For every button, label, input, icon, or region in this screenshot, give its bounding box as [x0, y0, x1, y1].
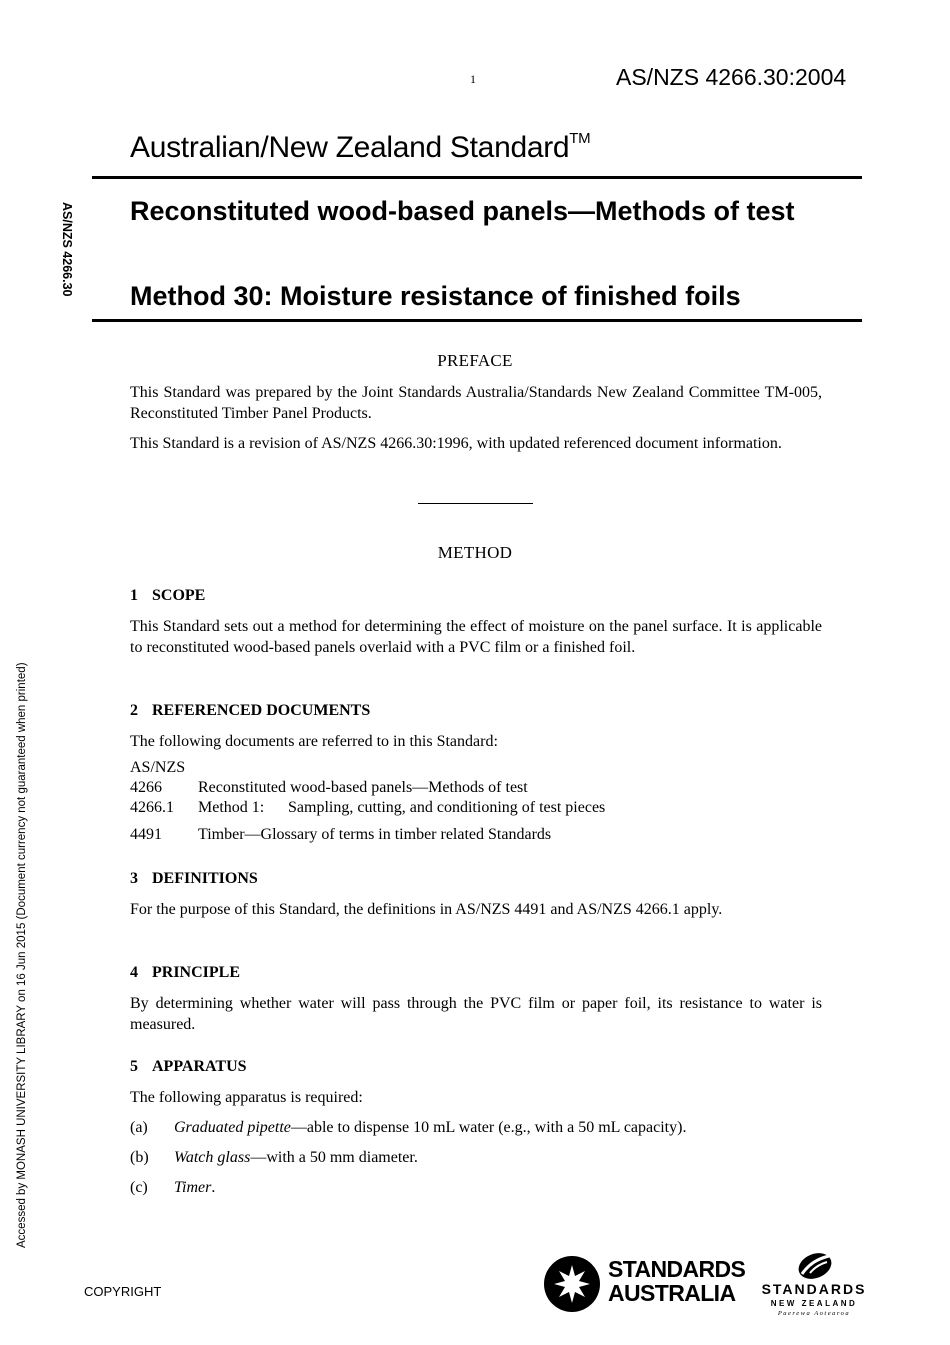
apparatus-intro: The following apparatus is required: [130, 1089, 363, 1106]
principle-text: By determining whether water will pass through the PVC film or paper foil, its resistance to water is measured. [130, 995, 822, 1033]
section-title: DEFINITIONS [152, 870, 258, 887]
section-number: 5 [130, 1058, 138, 1075]
scope-heading [130, 587, 205, 605]
sa-wordmark-line-1: STANDARDS [608, 1256, 746, 1282]
preface-paragraph-2: This Standard is a revision of AS/NZS 4266.30:1996, with updated referenced document information. [130, 435, 782, 452]
refdocs-prefix: AS/NZS [130, 759, 186, 776]
series-title-text: Australian/New Zealand Standard [130, 131, 570, 164]
copyright-notice: COPYRIGHT [84, 1284, 162, 1299]
scope-text: This Standard sets out a method for determining the effect of moisture on the panel surface. It is applicable to reconstituted wood-based panels overlaid with a PVC film or a finished foil. [130, 618, 822, 656]
item-term: Timer [174, 1179, 212, 1196]
snz-subtitle: NEW ZEALAND [770, 1299, 858, 1308]
apparatus-item [130, 1179, 215, 1197]
refdoc-item [130, 778, 528, 798]
item-term: Graduated pipette [174, 1119, 291, 1136]
item-label: (c) [130, 1179, 148, 1196]
standards-new-zealand-logo [753, 1248, 875, 1320]
access-note: Accessed by MONASH UNIVERSITY LIBRARY on 16 Jun 2015 (Document currency not guaranteed when printed) [16, 662, 28, 1248]
item-text: —able to dispense 10 mL water (e.g., with a 50 mL capacity). [290, 1119, 687, 1136]
refdoc-title: Reconstituted wood-based panels—Methods of test [198, 779, 528, 796]
section-title: PRINCIPLE [152, 964, 241, 981]
item-label: (a) [130, 1119, 148, 1136]
principle-heading [130, 964, 240, 982]
item-text: . [211, 1179, 216, 1196]
main-title: Reconstituted wood-based panels—Methods of test [130, 196, 795, 226]
refdoc-title: Timber—Glossary of terms in timber related Standards [198, 826, 552, 843]
refdoc-code: 4491 [130, 826, 162, 843]
section-title: SCOPE [152, 587, 206, 604]
section-number: 1 [130, 587, 138, 604]
apparatus-heading [130, 1058, 247, 1076]
preface-heading: PREFACE [437, 351, 513, 370]
section-number: 3 [130, 870, 138, 887]
title-bottom-rule [92, 319, 862, 322]
standards-australia-logo [544, 1253, 744, 1315]
definitions-heading [130, 870, 258, 888]
side-document-code: AS/NZS 4266.30 [60, 202, 74, 297]
title-top-rule [92, 176, 862, 179]
item-term: Watch glass [174, 1149, 251, 1166]
trademark-mark: TM [569, 130, 591, 147]
new-zealand-fern-icon [793, 1248, 837, 1282]
series-title [130, 130, 590, 165]
definitions-text: For the purpose of this Standard, the definitions in AS/NZS 4491 and AS/NZS 4266.1 apply. [130, 901, 723, 918]
snz-maori-name: Paerewa Aotearoa [777, 1310, 851, 1317]
refdoc-method-label: Method 1: [198, 799, 265, 816]
method-heading: METHOD [437, 543, 513, 562]
refdocs-heading [130, 702, 370, 720]
preface-paragraph-1: This Standard was prepared by the Joint Standards Australia/Standards New Zealand Committee TM-005, Reconstituted Timber Panel Products. [130, 384, 822, 422]
section-divider [418, 503, 533, 504]
standards-australia-wordmark [608, 1257, 745, 1305]
method-title: Method 30: Moisture resistance of finished foils [130, 281, 741, 311]
item-text: —with a 50 mm diameter. [250, 1149, 418, 1166]
refdoc-code: 4266.1 [130, 799, 174, 816]
section-title: REFERENCED DOCUMENTS [152, 702, 371, 719]
refdoc-item [130, 798, 605, 818]
section-number: 4 [130, 964, 138, 981]
refdoc-title: Sampling, cutting, and conditioning of test pieces [288, 799, 606, 816]
page-number: 1 [470, 72, 476, 86]
refdoc-code: 4266 [130, 779, 162, 796]
section-title: APPARATUS [152, 1058, 247, 1075]
section-number: 2 [130, 702, 138, 719]
refdoc-item [130, 825, 551, 845]
snz-wordmark: STANDARDS [761, 1281, 867, 1297]
document-code: AS/NZS 4266.30:2004 [616, 64, 847, 90]
australia-star-icon [544, 1256, 600, 1312]
sa-wordmark-line-2: AUSTRALIA [608, 1280, 736, 1306]
refdocs-intro: The following documents are referred to in this Standard: [130, 733, 498, 750]
item-label: (b) [130, 1149, 149, 1166]
apparatus-item [130, 1149, 418, 1167]
apparatus-item [130, 1119, 686, 1137]
